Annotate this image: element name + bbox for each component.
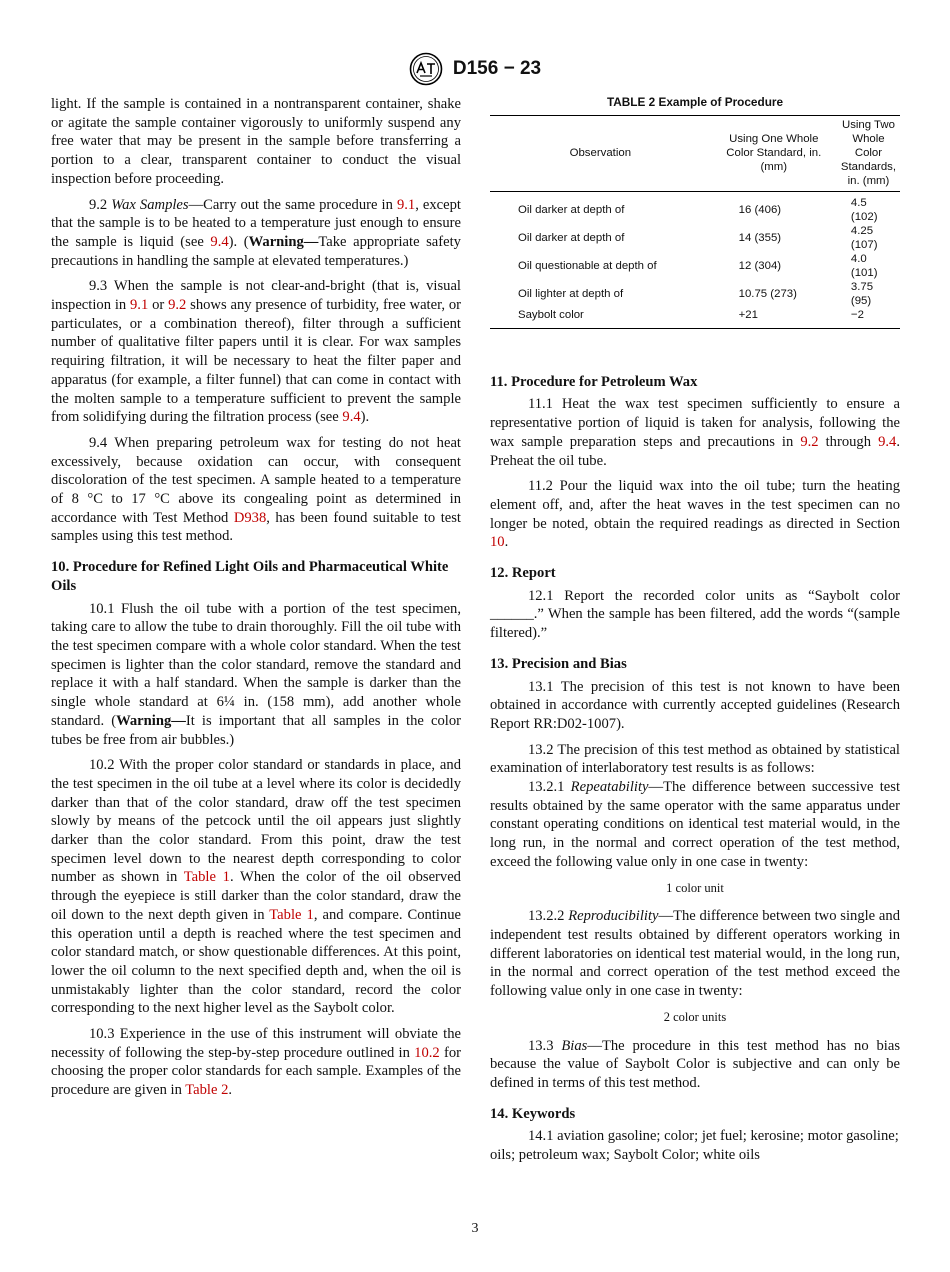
page-number: 3 <box>471 1221 479 1236</box>
clause-number: 9.2 <box>88 196 108 213</box>
section-10-heading: 10. Procedure for Refined Light Oils and Pharmaceutical White Oils <box>51 559 449 594</box>
text-run: —Carry out the same procedure in <box>188 196 397 213</box>
clause-title: Bias <box>561 1037 588 1054</box>
ref-link-9-4[interactable]: 9.4 <box>342 409 361 426</box>
table-cell: +21 <box>738 308 758 321</box>
paragraph-9-2 <box>51 196 461 271</box>
paragraph-13-2-1 <box>490 778 900 872</box>
ref-link-9-2[interactable]: 9.2 <box>168 297 187 314</box>
text-run: for choosing the proper color standards for each sample. Examples of the procedure are given in <box>51 1044 461 1099</box>
table-cell: 4.5 (102) <box>850 196 878 223</box>
table-title: TABLE 2 Example of Procedure <box>606 95 784 109</box>
ref-link-d938[interactable]: D938 <box>233 509 267 526</box>
text-run: It is important that all samples in the color tubes be free from air bubbles.) <box>51 712 461 748</box>
table-cell: 4.0 (101) <box>850 252 878 279</box>
ref-link-10-2[interactable]: 10.2 <box>414 1044 440 1061</box>
clause-title: Wax Samples <box>111 196 189 213</box>
warning-label: Warning— <box>248 233 319 250</box>
text-run: 9.3 When the sample is not clear-and-bright (that is, visual inspection in <box>51 278 461 314</box>
table-cell: Oil questionable at depth of <box>518 259 657 272</box>
left-column <box>51 95 461 1107</box>
clause-number: 13.2.1 <box>527 779 565 796</box>
clause-title: Reproducibility <box>568 908 659 925</box>
paragraph-11-1 <box>490 395 900 470</box>
paragraph-9-4 <box>51 434 461 546</box>
table-cell: 16 (406) <box>738 203 782 216</box>
table-row <box>490 252 900 280</box>
table-cell: 12 (304) <box>738 259 782 272</box>
table-cell: Oil darker at depth of <box>518 231 625 244</box>
text-run: —The difference between two single and independent test results obtained by different operators working in different laboratories on identical test material would, in the long run, in the normal and correct operation of the test method exceed the following value only in one case in twenty: <box>490 908 901 1000</box>
ref-link-9-4[interactable]: 9.4 <box>210 233 229 250</box>
clause-title: Repeatability <box>570 779 649 796</box>
table-cell: Oil darker at depth of <box>518 203 625 216</box>
paragraph-10-2 <box>51 756 461 1018</box>
section-12-heading: 12. Report <box>490 565 556 582</box>
text-run: 10.3 Experience in the use of this instrument will obviate the necessity of following the step-by-step procedure outlined in <box>51 1026 461 1061</box>
warning-label: Warning— <box>116 712 186 729</box>
ref-link-9-1[interactable]: 9.1 <box>396 196 416 213</box>
designation-title: D156 − 23 <box>452 58 542 79</box>
table-2 <box>490 93 900 329</box>
ref-link-9-4[interactable]: 9.4 <box>878 433 897 450</box>
section-11-heading: 11. Procedure for Petroleum Wax <box>490 373 698 390</box>
text-run: , and compare. Continue this operation until a depth is reached where the test specimen and color standard match, or show questionable differences. At this point, lower the oil column to the next specified depth and, when the oil is unmistakably lighter than the color standard, record the color corresponding to the next higher level as the Saybolt color. <box>51 906 462 1017</box>
astm-logo-icon <box>409 52 443 86</box>
text-run: 11.1 Heat the wax test specimen sufficiently to ensure a representative portion of liquid is taken for analysis, following the wax sample preparation steps and precautions in <box>490 396 900 450</box>
table-cell: 14 (355) <box>738 231 782 244</box>
table-cell: 3.75 (95) <box>850 280 874 307</box>
text-run: through <box>818 433 879 450</box>
table-row <box>490 308 900 329</box>
text-run: ). <box>360 409 370 426</box>
ref-link-9-2[interactable]: 9.2 <box>800 433 819 450</box>
paragraph-10-1 <box>51 600 461 750</box>
repeatability-value: 1 color unit <box>666 880 724 895</box>
text-run: , except that the sample is to be heated to a temperature just enough to ensure the sample is liquid (see <box>51 196 461 250</box>
paragraph-9-1-continued: light. If the sample is contained in a nontransparent container, shake or agitate the sample container vigorously to uniformly suspend any free water that may be present in the sample before transferring a portion to a clear, transparent container to conduct the visual inspection before proceeding. <box>51 96 461 187</box>
text-run: , has been found suitable to test samples using this test method. <box>51 509 461 545</box>
right-column <box>490 93 900 1172</box>
section-14-heading: 14. Keywords <box>490 1105 576 1122</box>
ref-link-table-1[interactable]: Table 1 <box>183 869 230 886</box>
table-header-row <box>490 115 900 191</box>
text-run: 10.2 With the proper color standard or standards in place, and the test specimen in the oil tube at a level where its color is decidedly darker than that of the color standard, draw off the test specimen slowly by means of the petcock until the oil appears just slightly darker than the color standard. From this point, draw the test specimen level down to the nearest depth corresponding to color number as shown in <box>51 757 461 886</box>
column-header: Using Two Whole Color Standards, in. (mm) <box>840 118 897 187</box>
text-run: . <box>504 534 509 551</box>
table-cell: −2 <box>850 308 864 321</box>
clause-number: 13.3 <box>527 1037 554 1054</box>
ref-link-9-1[interactable]: 9.1 <box>130 297 149 314</box>
text-run: . When the color of the oil observed through the eyepiece is still darker than the color standard, draw the oil down to the next depth given in <box>51 869 461 923</box>
paragraph-13-3 <box>490 1037 900 1093</box>
text-run: ). ( <box>228 233 249 250</box>
text-run: . <box>228 1082 233 1099</box>
text-run: —The difference between successive test results obtained by the same operator with the same apparatus under constant operating conditions on identical test material would, in the long run, in the normal and correct operation of the test method, exceed the following value only in one case in twenty: <box>490 779 901 870</box>
page-header <box>0 52 950 86</box>
text-run: —The procedure in this test method has no bias because the value of Saybolt Color is subjective and can only be defined in terms of this test method. <box>490 1037 901 1091</box>
paragraph-13-2-2 <box>490 907 900 1001</box>
table-row <box>490 280 900 308</box>
procedure-table <box>490 115 900 329</box>
paragraph-9-3 <box>51 277 461 427</box>
table-cell: Saybolt color <box>518 308 584 321</box>
ref-link-section-10[interactable]: 10 <box>490 534 505 551</box>
paragraph-13-1: 13.1 The precision of this test is not known to have been obtained in accordance with currently accepted guidelines (Research Report RR:D02-1007). <box>490 678 900 732</box>
ref-link-table-2[interactable]: Table 2 <box>185 1082 229 1099</box>
column-header: Using One Whole Color Standard, in. (mm) <box>726 132 822 173</box>
text-run: shows any presence of turbidity, free water, or particulates, or a combination thereof), filter through a sufficient number of qualitative filter papers until it is clear. For wax samples requiring filtration, it will be necessary to heat the filter paper and apparatus (for example, a filter funnel) that can come in contact with the molten sample to a temperature sufficient to prevent the sample from solidifying during the filtration process (see <box>51 297 461 426</box>
text-run: 10.1 Flush the oil tube with a portion of the test specimen, taking care to allow the tube to drain thoroughly. Fill the oil tube with the test specimen compare with a whole color standard. When the test specimen is lighter than the color standard, remove the standard and replace it with a half standard. When the sample is darker than the single whole standard at 6¼ in. (158 mm), add another whole standard. ( <box>51 600 461 729</box>
paragraph-11-2 <box>490 477 900 552</box>
paragraph-14-1: 14.1 aviation gasoline; color; jet fuel; kerosine; motor gasoline; oils; petroleum wax; Saybolt Color; white oils <box>490 1128 899 1164</box>
table-cell: 4.25 (107) <box>850 224 878 251</box>
reproducibility-value: 2 color units <box>663 1009 727 1024</box>
clause-number: 13.2.2 <box>527 908 565 925</box>
text-run: . Preheat the oil tube. <box>490 433 900 469</box>
text-run: or <box>148 297 169 314</box>
table-cell: Oil lighter at depth of <box>518 287 624 300</box>
text-run: 9.4 When preparing petroleum wax for testing do not heat excessively, because oxidation can occur, with consequent discoloration of the test specimen. A sample heated to a temperature of 8 °C to 17 °C above its congealing point as determined in accordance with Test Method <box>51 434 461 526</box>
text-run: Take appropriate safety precautions in handling the sample at elevated temperatures.) <box>51 233 461 269</box>
paragraph-10-3 <box>51 1025 461 1100</box>
ref-link-table-1[interactable]: Table 1 <box>269 906 314 923</box>
paragraph-12-1: 12.1 Report the recorded color units as “Saybolt color ______.” When the sample has been filtered, add the words “(sample filtered).” <box>490 587 900 642</box>
table-cell: 10.75 (273) <box>738 287 797 300</box>
text-run: 11.2 Pour the liquid wax into the oil tube; turn the heating element off, and, after the heat waves in the test specimen can no longer be noted, obtain the required readings as directed in Section <box>490 478 900 532</box>
table-row <box>490 224 900 252</box>
column-header: Observation <box>569 146 632 159</box>
table-row <box>490 191 900 224</box>
section-13-heading: 13. Precision and Bias <box>490 655 627 672</box>
paragraph-13-2: 13.2 The precision of this test method as obtained by statistical examination of interlaboratory test results is as follows: <box>490 741 900 777</box>
